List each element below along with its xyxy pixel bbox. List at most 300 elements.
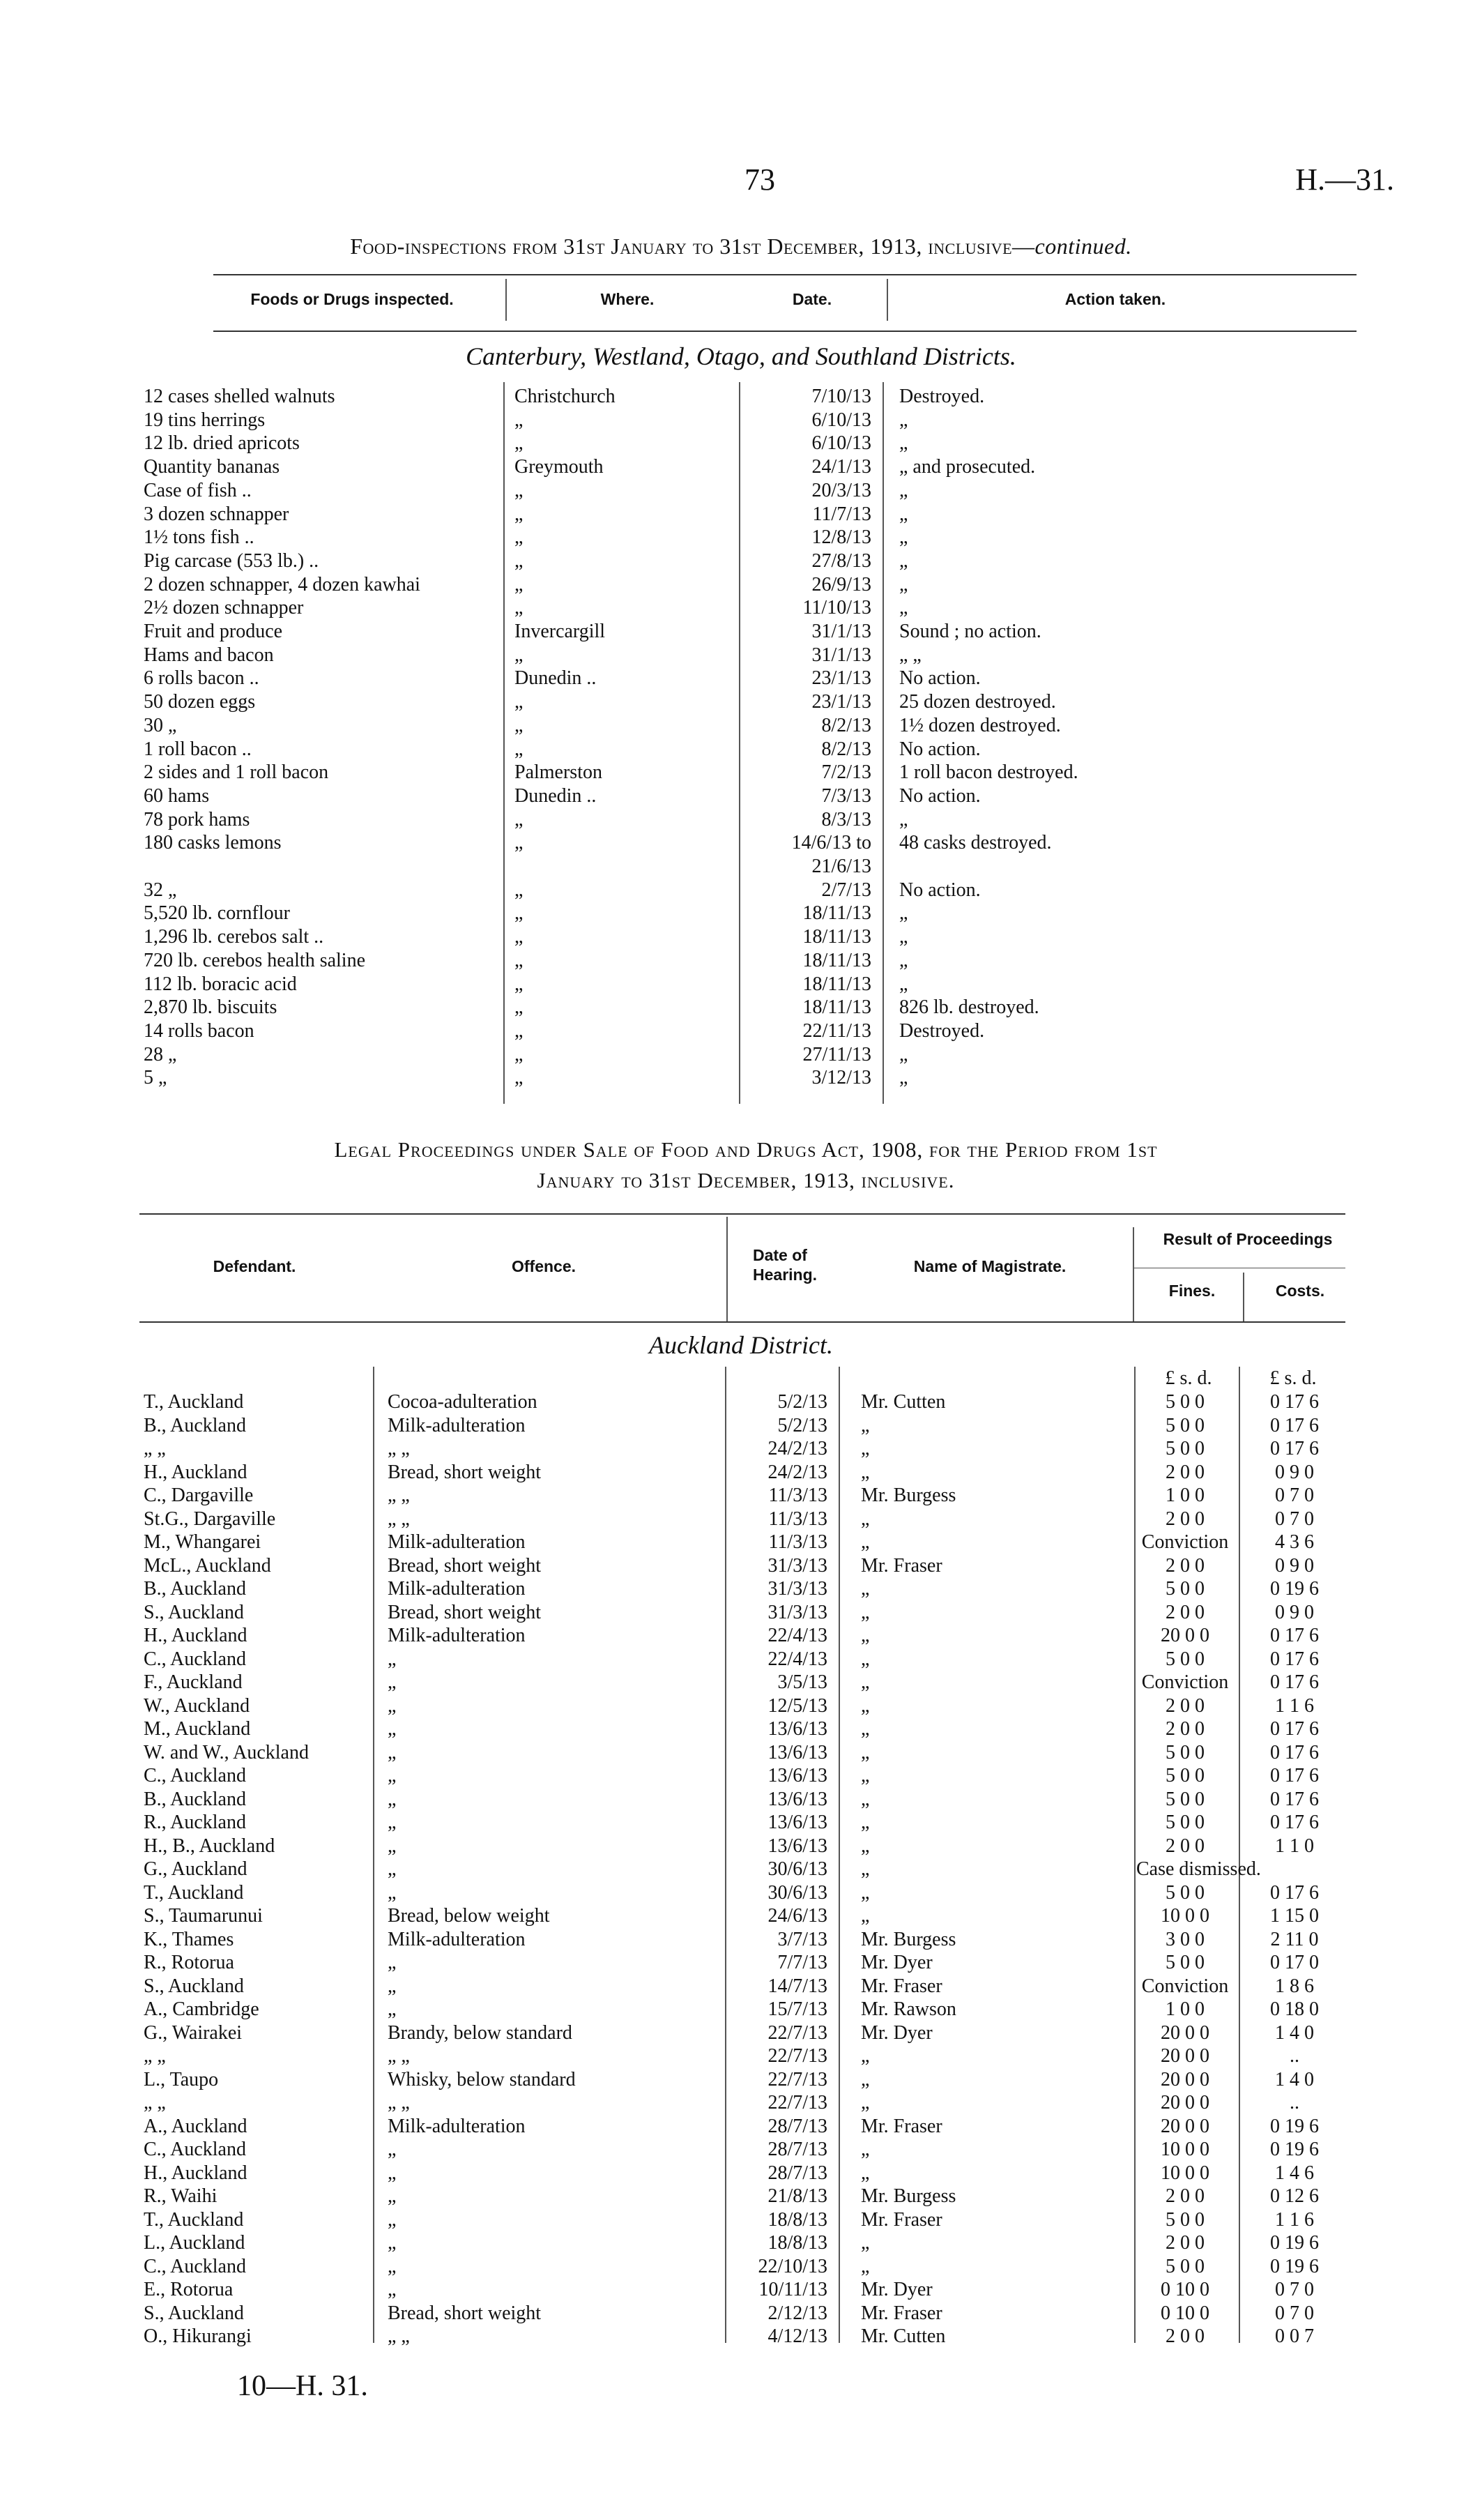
t2-row bbox=[0, 1741, 1482, 1765]
t1-head-divider-2 bbox=[887, 279, 888, 321]
hearing-date-cell: 31/3/13 bbox=[767, 1578, 827, 1600]
defendant-cell: H., Auckland bbox=[144, 1461, 247, 1483]
hearing-date-cell: 3/5/13 bbox=[777, 1671, 827, 1693]
date-cell: 31/1/13 bbox=[811, 621, 871, 642]
magistrate-cell: Mr. Fraser bbox=[861, 1975, 942, 1997]
defendant-cell: M., Whangarei bbox=[144, 1531, 261, 1553]
fines-cell: 5 0 0 bbox=[1166, 1578, 1205, 1600]
t2-row bbox=[0, 1975, 1482, 1998]
t1-col-where: Where. bbox=[600, 290, 655, 308]
hearing-date-cell: 22/7/13 bbox=[767, 2045, 827, 2067]
t1-col-date: Date. bbox=[792, 290, 832, 308]
where-cell: „ bbox=[514, 526, 524, 549]
magistrate-cell: Mr. Cutten bbox=[861, 1391, 946, 1413]
hearing-date-cell: 24/2/13 bbox=[767, 1461, 827, 1483]
action-cell: „ „ bbox=[899, 644, 922, 666]
defendant-cell: R., Auckland bbox=[144, 1812, 246, 1833]
food-cell: 32 „ bbox=[144, 879, 177, 901]
t2-row bbox=[0, 1788, 1482, 1812]
table1-title-cont: continued. bbox=[1034, 234, 1132, 259]
offence-cell: Bread, short weight bbox=[388, 1601, 542, 1623]
action-cell: „ bbox=[899, 409, 908, 431]
where-cell: „ bbox=[514, 714, 524, 736]
action-cell: No action. bbox=[899, 667, 981, 690]
costs-cell: 1 1 0 bbox=[1275, 1835, 1314, 1857]
hearing-date-cell: 18/8/13 bbox=[767, 2208, 827, 2231]
offence-cell: „ bbox=[388, 2279, 397, 2300]
fines-cell: 2 0 0 bbox=[1166, 1694, 1205, 1717]
t1-row bbox=[0, 667, 1482, 690]
t2-row bbox=[0, 1764, 1482, 1788]
defendant-cell: A., Auckland bbox=[144, 2115, 247, 2137]
t2-row bbox=[0, 2302, 1482, 2325]
offence-cell: „ bbox=[388, 2162, 397, 2184]
action-cell: 25 dozen destroyed. bbox=[899, 691, 1056, 713]
food-cell: 28 „ bbox=[144, 1043, 177, 1065]
t1-row bbox=[0, 385, 1482, 409]
table2-title-line1: Legal Proceedings under Sale of Food and Drugs Act, 1908, for the Period from 1st bbox=[334, 1137, 1158, 1162]
where-cell: „ bbox=[514, 1043, 524, 1065]
defendant-cell: G., Auckland bbox=[144, 1858, 247, 1880]
costs-cell: 0 9 0 bbox=[1275, 1554, 1314, 1577]
t2-row bbox=[0, 2325, 1482, 2348]
fines-cell: 5 0 0 bbox=[1166, 1765, 1205, 1786]
fines-cell: 10 0 0 bbox=[1161, 2162, 1209, 2184]
costs-cell: 0 19 6 bbox=[1270, 1578, 1319, 1600]
offence-cell: Milk-adulteration bbox=[388, 1531, 526, 1553]
fines-cell: 1 0 0 bbox=[1166, 1998, 1205, 2020]
date-cell: 3/12/13 bbox=[811, 1067, 871, 1089]
hearing-date-cell: 10/11/13 bbox=[758, 2279, 827, 2300]
t1-row bbox=[0, 714, 1482, 738]
defendant-cell: S., Auckland bbox=[144, 2302, 244, 2324]
defendant-cell: B., Auckland bbox=[144, 1788, 246, 1810]
date-cell: 18/11/13 bbox=[802, 926, 871, 948]
t1-row bbox=[0, 1043, 1482, 1067]
t2-row bbox=[0, 1601, 1482, 1625]
fines-cell: 10 0 0 bbox=[1161, 1905, 1209, 1927]
date-cell: 23/1/13 bbox=[811, 667, 871, 690]
defendant-cell: St.G., Dargaville bbox=[144, 1508, 276, 1530]
food-cell: 1 roll bacon .. bbox=[144, 738, 252, 760]
t2-row bbox=[0, 2044, 1482, 2068]
table2-title-line2: January to 31st December, 1913, inclusive. bbox=[537, 1168, 955, 1192]
offence-cell: „ bbox=[388, 2208, 397, 2231]
costs-cell: 1 8 6 bbox=[1275, 1975, 1314, 1997]
hearing-date-cell: 31/3/13 bbox=[767, 1601, 827, 1623]
page-number: 73 bbox=[744, 162, 775, 197]
costs-cell: 0 17 0 bbox=[1270, 1952, 1319, 1973]
costs-cell: 0 12 6 bbox=[1270, 2185, 1319, 2207]
t2-row bbox=[0, 1951, 1482, 1975]
food-cell: 14 rolls bacon bbox=[144, 1019, 254, 1042]
t1-col-action: Action taken. bbox=[1064, 290, 1166, 308]
hearing-date-cell: 22/7/13 bbox=[767, 2068, 827, 2090]
t1-row bbox=[0, 738, 1482, 761]
costs-cell: 4 3 6 bbox=[1275, 1531, 1314, 1553]
offence-cell: Bread, below weight bbox=[388, 1905, 550, 1927]
magistrate-cell: „ bbox=[861, 1625, 870, 1646]
t1-row bbox=[0, 432, 1482, 455]
food-cell: 180 casks lemons bbox=[144, 832, 282, 854]
action-cell: „ bbox=[899, 503, 908, 525]
costs-cell: 0 19 6 bbox=[1270, 2139, 1319, 2160]
food-cell: 30 „ bbox=[144, 714, 177, 736]
t2-row bbox=[0, 1577, 1482, 1601]
where-cell: Invercargill bbox=[514, 621, 606, 642]
offence-cell: „ „ bbox=[388, 2325, 410, 2347]
food-cell: 50 dozen eggs bbox=[144, 691, 256, 713]
t2-col-date: Date of Hearing. bbox=[753, 1246, 818, 1284]
costs-cell: 0 17 6 bbox=[1270, 1741, 1319, 1763]
date-cell: 11/7/13 bbox=[812, 503, 871, 525]
magistrate-cell: „ bbox=[861, 1718, 870, 1740]
defendant-cell: C., Auckland bbox=[144, 2139, 246, 2160]
hearing-date-cell: 31/3/13 bbox=[767, 1554, 827, 1577]
defendant-cell: M., Auckland bbox=[144, 1718, 251, 1740]
t1-row bbox=[0, 761, 1482, 784]
where-cell: Greymouth bbox=[514, 456, 604, 478]
t2-row bbox=[0, 1671, 1482, 1694]
t1-row bbox=[0, 690, 1482, 714]
offence-cell: Milk-adulteration bbox=[388, 1414, 526, 1436]
fines-cell: 5 0 0 bbox=[1166, 1952, 1205, 1973]
table1-head-rule bbox=[213, 331, 1357, 332]
magistrate-cell: „ bbox=[861, 2162, 870, 2184]
offence-cell: „ „ bbox=[388, 1485, 410, 1506]
date-cell: 6/10/13 bbox=[811, 409, 871, 431]
fines-cell: 2 0 0 bbox=[1166, 1461, 1205, 1483]
offence-cell: „ bbox=[388, 1975, 397, 1997]
magistrate-cell: „ bbox=[861, 1741, 870, 1763]
costs-cell: 0 18 0 bbox=[1270, 1998, 1319, 2020]
action-cell: Destroyed. bbox=[899, 386, 985, 407]
magistrate-cell: Mr. Dyer bbox=[861, 2279, 933, 2300]
t2-fines-unit: £ s. d. bbox=[1165, 1367, 1212, 1389]
t1-col-food: Foods or Drugs inspected. bbox=[250, 290, 454, 308]
costs-cell: 0 19 6 bbox=[1270, 2255, 1319, 2277]
costs-cell: 1 15 0 bbox=[1270, 1905, 1319, 1927]
fines-cell: 5 0 0 bbox=[1166, 2208, 1205, 2231]
fines-cell: 20 0 0 bbox=[1161, 1625, 1209, 1646]
costs-cell: 0 17 6 bbox=[1270, 1881, 1319, 1904]
fines-cell: 0 10 0 bbox=[1161, 2279, 1209, 2300]
magistrate-cell: „ bbox=[861, 2045, 870, 2067]
offence-cell: „ bbox=[388, 1788, 397, 1810]
t2-row bbox=[0, 2138, 1482, 2162]
date-cell: 8/2/13 bbox=[821, 714, 871, 736]
offence-cell: „ bbox=[388, 1881, 397, 1904]
fines-cell: 2 0 0 bbox=[1166, 1601, 1205, 1623]
table2-title bbox=[119, 1134, 1373, 1196]
defendant-cell: H., Auckland bbox=[144, 2162, 247, 2184]
costs-cell: 0 17 6 bbox=[1270, 1812, 1319, 1833]
action-cell: „ bbox=[899, 973, 908, 995]
action-cell: No action. bbox=[899, 879, 981, 901]
food-cell: Quantity bananas bbox=[144, 456, 280, 478]
fines-cell: 5 0 0 bbox=[1166, 1788, 1205, 1810]
offence-cell: „ bbox=[388, 1694, 397, 1717]
t2-row bbox=[0, 1928, 1482, 1952]
action-cell: „ bbox=[899, 949, 908, 971]
t2-row bbox=[0, 1998, 1482, 2021]
hearing-date-cell: 24/6/13 bbox=[767, 1905, 827, 1927]
date-cell: 7/2/13 bbox=[821, 761, 871, 784]
hearing-date-cell: 3/7/13 bbox=[777, 1928, 827, 1950]
t2-row bbox=[0, 2231, 1482, 2255]
costs-cell: 0 7 0 bbox=[1275, 1508, 1314, 1530]
hearing-date-cell: 28/7/13 bbox=[767, 2115, 827, 2137]
costs-cell: 0 7 0 bbox=[1275, 1485, 1314, 1506]
defendant-cell: O., Hikurangi bbox=[144, 2325, 252, 2347]
where-cell: Dunedin .. bbox=[514, 784, 597, 807]
defendant-cell: „ „ bbox=[144, 1438, 166, 1459]
fines-cell: 5 0 0 bbox=[1166, 1414, 1205, 1436]
fines-cell: 2 0 0 bbox=[1166, 1718, 1205, 1740]
table2-district: Auckland District. bbox=[649, 1331, 833, 1359]
t2-row bbox=[0, 2278, 1482, 2302]
magistrate-cell: „ bbox=[861, 1671, 870, 1693]
table2-head-rule bbox=[139, 1321, 1345, 1323]
t2-costs-unit: £ s. d. bbox=[1269, 1367, 1317, 1389]
hearing-date-cell: 11/3/13 bbox=[768, 1508, 827, 1530]
t1-row bbox=[0, 596, 1482, 620]
magistrate-cell: Mr. Fraser bbox=[861, 2208, 942, 2231]
t1-row bbox=[0, 996, 1482, 1019]
costs-cell: 1 1 6 bbox=[1275, 1694, 1314, 1717]
where-cell: „ bbox=[514, 691, 524, 713]
t2-row bbox=[0, 1694, 1482, 1718]
offence-cell: Milk-adulteration bbox=[388, 2115, 526, 2137]
hearing-date-cell: 24/2/13 bbox=[767, 1438, 827, 1459]
fines-cell: Case dismissed. bbox=[1136, 1858, 1261, 1880]
t2-col-fines: Fines. bbox=[1168, 1282, 1216, 1300]
t2-row bbox=[0, 1858, 1482, 1881]
hearing-date-cell: 11/3/13 bbox=[768, 1531, 827, 1553]
hearing-date-cell: 13/6/13 bbox=[767, 1812, 827, 1833]
offence-cell: „ bbox=[388, 1952, 397, 1973]
magistrate-cell: „ bbox=[861, 2255, 870, 2277]
fines-cell: Conviction bbox=[1141, 1671, 1229, 1693]
t1-row bbox=[0, 925, 1482, 949]
fines-cell: 2 0 0 bbox=[1166, 2232, 1205, 2254]
t2-row bbox=[0, 1531, 1482, 1554]
magistrate-cell: „ bbox=[861, 1601, 870, 1623]
food-cell: 19 tins herrings bbox=[144, 409, 266, 431]
hearing-date-cell: 22/7/13 bbox=[767, 2092, 827, 2113]
offence-cell: „ bbox=[388, 1998, 397, 2020]
magistrate-cell: Mr. Rawson bbox=[861, 1998, 956, 2020]
t2-col-offence: Offence. bbox=[511, 1257, 576, 1275]
hearing-date-cell: 28/7/13 bbox=[767, 2162, 827, 2184]
date-cell: 14/6/13 to bbox=[791, 832, 871, 854]
costs-cell: 0 7 0 bbox=[1275, 2279, 1314, 2300]
costs-cell: .. bbox=[1290, 2045, 1299, 2067]
t2-row bbox=[0, 2021, 1482, 2045]
hearing-date-cell: 22/4/13 bbox=[767, 1648, 827, 1670]
defendant-cell: B., Auckland bbox=[144, 1414, 246, 1436]
t1-row bbox=[0, 409, 1482, 432]
defendant-cell: „ „ bbox=[144, 2092, 166, 2113]
t2-row bbox=[0, 1811, 1482, 1835]
action-cell: „ bbox=[899, 808, 908, 830]
magistrate-cell: Mr. Fraser bbox=[861, 2302, 942, 2324]
magistrate-cell: „ bbox=[861, 1531, 870, 1553]
defendant-cell: R., Waihi bbox=[144, 2185, 217, 2207]
t1-row bbox=[0, 1066, 1482, 1090]
action-cell: Destroyed. bbox=[899, 1019, 985, 1042]
date-cell: 23/1/13 bbox=[811, 691, 871, 713]
t1-row bbox=[0, 503, 1482, 526]
defendant-cell: G., Wairakei bbox=[144, 2021, 243, 2044]
costs-cell: 1 4 6 bbox=[1275, 2162, 1314, 2184]
magistrate-cell: „ bbox=[861, 2139, 870, 2160]
costs-cell: 0 17 6 bbox=[1270, 1648, 1319, 1670]
costs-cell: 0 0 7 bbox=[1275, 2325, 1314, 2347]
fines-cell: 5 0 0 bbox=[1166, 1881, 1205, 1904]
costs-cell: 0 19 6 bbox=[1270, 2115, 1319, 2137]
offence-cell: Milk-adulteration bbox=[388, 1928, 526, 1950]
t2-row bbox=[0, 1484, 1482, 1508]
where-cell: „ bbox=[514, 1067, 524, 1089]
where-cell: „ bbox=[514, 597, 524, 619]
magistrate-cell: „ bbox=[861, 1881, 870, 1904]
defendant-cell: L., Taupo bbox=[144, 2068, 219, 2090]
offence-cell: „ „ bbox=[388, 1508, 410, 1530]
t1-row bbox=[0, 808, 1482, 832]
where-cell: „ bbox=[514, 432, 524, 455]
magistrate-cell: „ bbox=[861, 1858, 870, 1880]
costs-cell: 0 17 6 bbox=[1270, 1438, 1319, 1459]
hearing-date-cell: 22/10/13 bbox=[758, 2255, 827, 2277]
table1-title-main: Food-inspections from 31st January to 31st December, 1913, inclusive— bbox=[350, 234, 1035, 259]
action-cell: 1½ dozen destroyed. bbox=[899, 714, 1061, 736]
date-cell: 22/11/13 bbox=[802, 1019, 871, 1042]
costs-cell: 0 9 0 bbox=[1275, 1601, 1314, 1623]
t2-row bbox=[0, 1508, 1482, 1531]
magistrate-cell: „ bbox=[861, 1414, 870, 1436]
costs-cell: 1 4 0 bbox=[1275, 2068, 1314, 2090]
magistrate-cell: „ bbox=[861, 2092, 870, 2113]
t1-row bbox=[0, 620, 1482, 644]
fines-cell: 5 0 0 bbox=[1166, 1648, 1205, 1670]
t1-row bbox=[0, 479, 1482, 503]
fines-cell: Conviction bbox=[1141, 1975, 1229, 1997]
fines-cell: 3 0 0 bbox=[1166, 1928, 1205, 1950]
offence-cell: „ „ bbox=[388, 2045, 410, 2067]
where-cell: „ bbox=[514, 808, 524, 830]
action-cell: „ bbox=[899, 597, 908, 619]
t1-row bbox=[0, 644, 1482, 667]
t1-row bbox=[0, 1019, 1482, 1043]
defendant-cell: C., Auckland bbox=[144, 1765, 246, 1786]
where-cell: Palmerston bbox=[514, 761, 602, 784]
defendant-cell: W. and W., Auckland bbox=[144, 1741, 309, 1763]
defendant-cell: S., Auckland bbox=[144, 1975, 244, 1997]
food-cell: 6 rolls bacon .. bbox=[144, 667, 259, 690]
defendant-cell: „ „ bbox=[144, 2045, 166, 2067]
offence-cell: „ bbox=[388, 2255, 397, 2277]
t2-row bbox=[0, 1835, 1482, 1858]
fines-cell: 20 0 0 bbox=[1161, 2068, 1209, 2090]
defendant-cell: H., B., Auckland bbox=[144, 1835, 275, 1857]
food-cell: 720 lb. cerebos health saline bbox=[144, 949, 366, 971]
action-cell: „ bbox=[899, 1043, 908, 1065]
hearing-date-cell: 15/7/13 bbox=[767, 1998, 827, 2020]
defendant-cell: McL., Auckland bbox=[144, 1554, 271, 1577]
date-cell: 31/1/13 bbox=[811, 644, 871, 666]
defendant-cell: T., Auckland bbox=[144, 1881, 244, 1904]
date-cell: 20/3/13 bbox=[811, 479, 871, 501]
costs-cell: 0 9 0 bbox=[1275, 1461, 1314, 1483]
food-cell: Fruit and produce bbox=[144, 621, 283, 642]
offence-cell: „ bbox=[388, 2232, 397, 2254]
offence-cell: „ bbox=[388, 1671, 397, 1693]
food-cell: 2 sides and 1 roll bacon bbox=[144, 761, 329, 784]
offence-cell: Cocoa-adulteration bbox=[388, 1391, 537, 1413]
t1-row bbox=[0, 949, 1482, 973]
hearing-date-cell: 13/6/13 bbox=[767, 1835, 827, 1857]
magistrate-cell: „ bbox=[861, 1578, 870, 1600]
fines-cell: 5 0 0 bbox=[1166, 1438, 1205, 1459]
action-cell: Sound ; no action. bbox=[899, 621, 1041, 642]
food-cell: 112 lb. boracic acid bbox=[144, 973, 297, 995]
costs-cell: 0 17 6 bbox=[1270, 1414, 1319, 1436]
date-cell: 6/10/13 bbox=[811, 432, 871, 455]
t2-col-result: Result of Proceedings bbox=[1163, 1230, 1333, 1248]
hearing-date-cell: 5/2/13 bbox=[777, 1414, 827, 1436]
action-cell: „ bbox=[899, 926, 908, 948]
t2-row bbox=[0, 2255, 1482, 2279]
date-cell: 8/2/13 bbox=[821, 738, 871, 760]
date-cell: 11/10/13 bbox=[802, 597, 871, 619]
magistrate-cell: Mr. Dyer bbox=[861, 2021, 933, 2044]
action-cell: 48 casks destroyed. bbox=[899, 832, 1052, 854]
t2-head-divider-1 bbox=[726, 1217, 728, 1321]
hearing-date-cell: 28/7/13 bbox=[767, 2139, 827, 2160]
where-cell: „ bbox=[514, 973, 524, 995]
offence-cell: „ bbox=[388, 1741, 397, 1763]
food-cell: 60 hams bbox=[144, 784, 210, 807]
table1-title bbox=[0, 234, 1482, 259]
costs-cell: 0 17 6 bbox=[1270, 1671, 1319, 1693]
magistrate-cell: „ bbox=[861, 1765, 870, 1786]
hearing-date-cell: 21/8/13 bbox=[767, 2185, 827, 2207]
hearing-date-cell: 22/4/13 bbox=[767, 1625, 827, 1646]
offence-cell: Whisky, below standard bbox=[388, 2068, 576, 2090]
date-cell: 12/8/13 bbox=[811, 526, 871, 549]
hearing-date-cell: 13/6/13 bbox=[767, 1765, 827, 1786]
date-cell: 7/3/13 bbox=[821, 784, 871, 807]
where-cell: „ bbox=[514, 879, 524, 901]
magistrate-cell: „ bbox=[861, 1788, 870, 1810]
hearing-date-cell: 30/6/13 bbox=[767, 1858, 827, 1880]
food-cell: 3 dozen schnapper bbox=[144, 503, 289, 525]
defendant-cell: C., Auckland bbox=[144, 1648, 246, 1670]
t1-row bbox=[0, 549, 1482, 573]
magistrate-cell: „ bbox=[861, 1835, 870, 1857]
t2-row bbox=[0, 1717, 1482, 1741]
defendant-cell: C., Dargaville bbox=[144, 1485, 254, 1506]
defendant-cell: T., Auckland bbox=[144, 2208, 244, 2231]
hearing-date-cell: 18/8/13 bbox=[767, 2232, 827, 2254]
offence-cell: „ bbox=[388, 1648, 397, 1670]
magistrate-cell: Mr. Burgess bbox=[861, 1928, 956, 1950]
t1-row bbox=[0, 573, 1482, 597]
t2-col-defendant: Defendant. bbox=[213, 1257, 296, 1275]
where-cell: „ bbox=[514, 738, 524, 760]
action-cell: „ bbox=[899, 1067, 908, 1089]
